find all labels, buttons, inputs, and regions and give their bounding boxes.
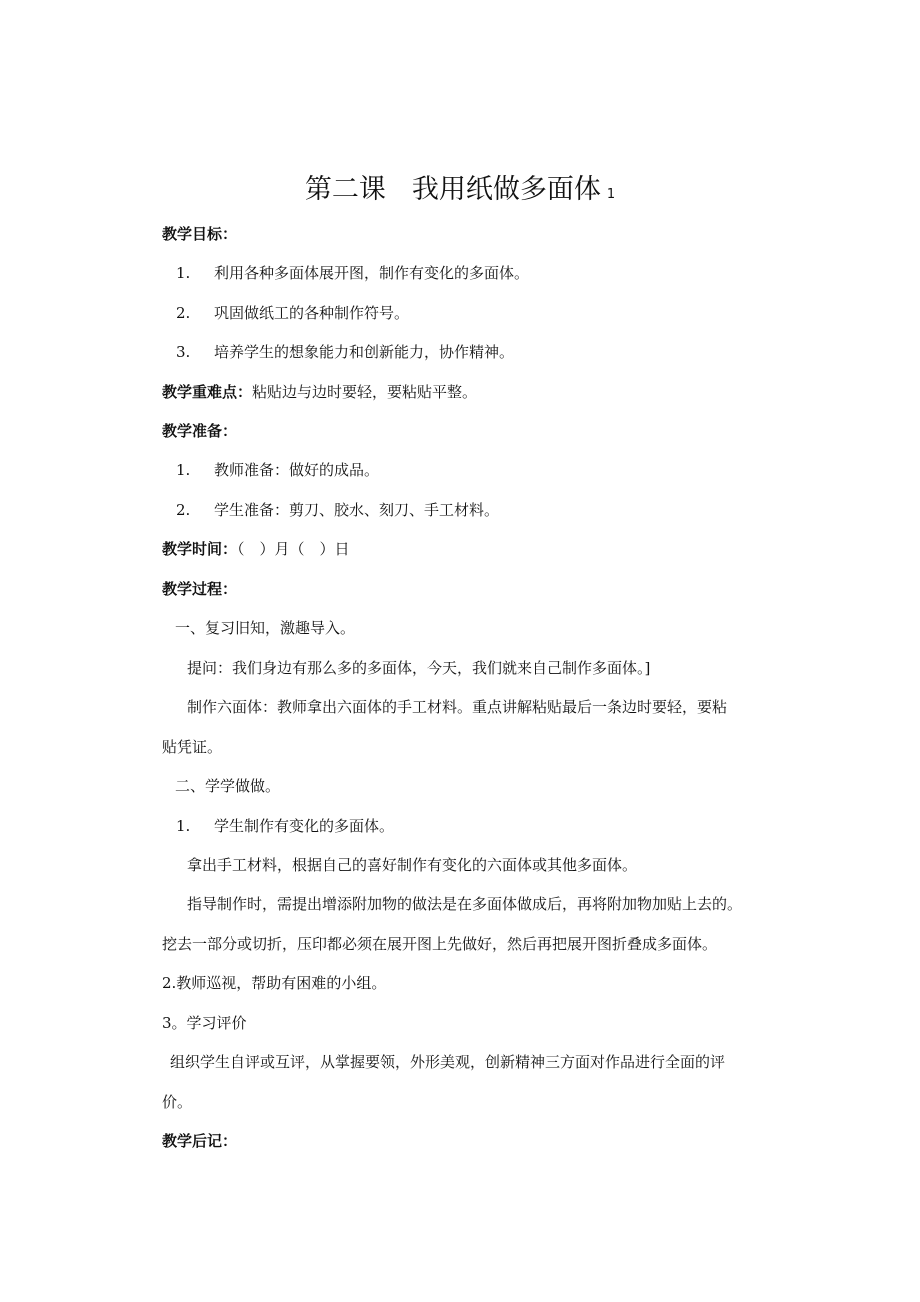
process-take-materials: 拿出手工材料，根据自己的喜好制作有变化的六面体或其他多面体。	[187, 856, 638, 874]
title-lesson: 第二课	[304, 174, 386, 205]
key-points	[162, 382, 477, 402]
preparation-heading: 教学准备：	[162, 422, 238, 440]
title-topic: 我用纸做多面体	[411, 174, 601, 205]
objectives-heading: 教学目标：	[162, 225, 238, 243]
preparation-item: 2. 学生准备：剪刀、胶水、刻刀、手工材料。	[176, 501, 500, 519]
teaching-time	[162, 539, 350, 559]
process-evaluation-cont: 价。	[162, 1093, 193, 1111]
process-question: 提问：我们身边有那么多的多面体，今天，我们就来自己制作多面体。]	[187, 659, 651, 677]
teaching-time-label: 教学时间：	[162, 540, 238, 558]
process-section-2: 二、学学做做。	[175, 777, 281, 795]
preparation-item: 1. 教师准备：做好的成品。	[176, 461, 380, 479]
objective-item: 2. 巩固做纸工的各种制作符号。	[176, 304, 410, 322]
process-step-2: 2.教师巡视，帮助有困难的小组。	[162, 974, 387, 992]
afterword-heading: 教学后记：	[162, 1132, 238, 1150]
process-evaluation: 组织学生自评或互评，从掌握要领，外形美观，创新精神三方面对作品进行全面的评	[170, 1053, 726, 1071]
process-make-hexahedron: 制作六面体：教师拿出六面体的手工材料。重点讲解粘贴最后一条边时要轻，要粘	[187, 698, 728, 716]
teaching-time-value: （ ）月（ ）日	[237, 540, 350, 558]
process-section-1: 一、复习旧知，激趣导入。	[175, 619, 356, 637]
objective-item: 3. 培养学生的想象能力和创新能力，协作精神。	[176, 343, 515, 361]
process-guidance: 指导制作时，需提出增添附加物的做法是在多面体做成后，再将附加物加贴上去的。	[187, 895, 743, 913]
process-guidance-cont: 挖去一部分或切折，压印都必须在展开图上先做好，然后再把展开图折叠成多面体。	[162, 935, 718, 953]
process-heading: 教学过程：	[162, 580, 238, 598]
key-points-label: 教学重难点：	[162, 383, 253, 401]
objective-item: 1. 利用各种多面体展开图，制作有变化的多面体。	[176, 264, 530, 282]
process-make-hexahedron-cont: 贴凭证。	[162, 738, 223, 756]
process-step-3: 3。学习评价	[162, 1014, 247, 1032]
title-footnote-mark: 1	[606, 187, 616, 202]
process-step-1: 1. 学生制作有变化的多面体。	[176, 817, 395, 835]
page-title	[0, 172, 920, 213]
key-points-text: 粘贴边与边时要轻，要粘贴平整。	[252, 383, 478, 401]
